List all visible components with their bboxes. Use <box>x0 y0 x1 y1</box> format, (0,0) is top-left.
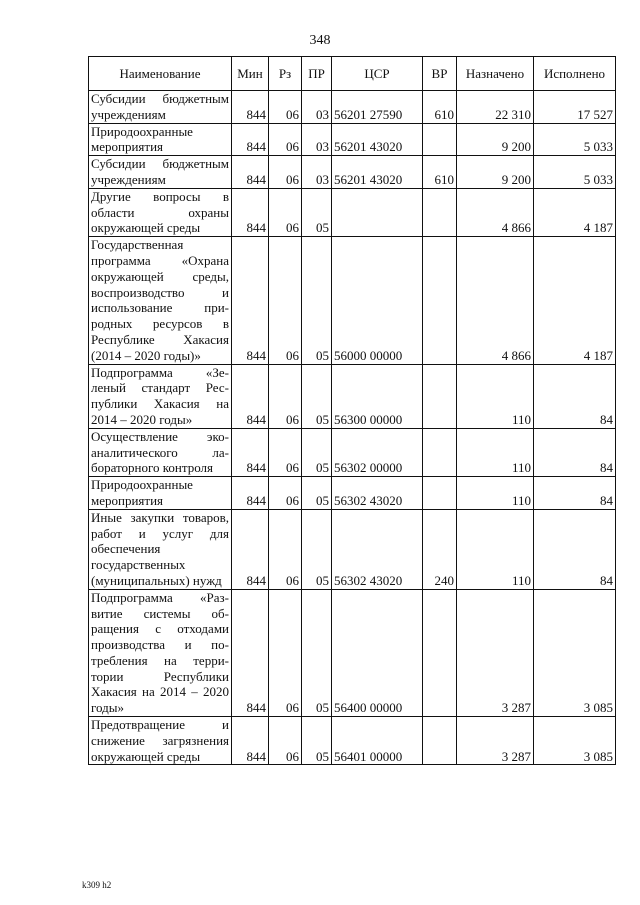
cell-executed: 5 033 <box>534 156 616 189</box>
cell-pr: 05 <box>302 428 332 476</box>
table-row <box>89 717 616 765</box>
cell-pr: 05 <box>302 364 332 428</box>
cell-assigned: 110 <box>457 364 534 428</box>
cell-name: Природоохранные мероприятия <box>89 477 232 510</box>
cell-executed: 17 527 <box>534 91 616 124</box>
cell-rz: 06 <box>269 509 302 589</box>
cell-csr: 56302 00000 <box>332 428 423 476</box>
cell-vr: 240 <box>423 509 457 589</box>
cell-csr <box>332 188 423 236</box>
header-rz: Рз <box>269 57 302 91</box>
cell-csr: 56401 00000 <box>332 717 423 765</box>
cell-csr: 56000 00000 <box>332 237 423 364</box>
cell-executed: 84 <box>534 364 616 428</box>
header-min: Мин <box>232 57 269 91</box>
cell-csr: 56201 27590 <box>332 91 423 124</box>
cell-min: 844 <box>232 589 269 716</box>
table-row <box>89 509 616 589</box>
cell-rz: 06 <box>269 156 302 189</box>
table-row <box>89 477 616 510</box>
cell-rz: 06 <box>269 237 302 364</box>
table-row <box>89 123 616 156</box>
header-executed: Исполнено <box>534 57 616 91</box>
cell-executed: 5 033 <box>534 123 616 156</box>
table-row <box>89 188 616 236</box>
cell-min: 844 <box>232 477 269 510</box>
footer-code: k309 h2 <box>82 880 112 890</box>
cell-executed: 84 <box>534 477 616 510</box>
cell-executed: 4 187 <box>534 188 616 236</box>
cell-pr: 05 <box>302 589 332 716</box>
cell-rz: 06 <box>269 717 302 765</box>
cell-vr <box>423 123 457 156</box>
cell-min: 844 <box>232 123 269 156</box>
page-number: 348 <box>309 33 331 48</box>
cell-assigned: 4 866 <box>457 188 534 236</box>
cell-assigned: 110 <box>457 428 534 476</box>
cell-assigned: 9 200 <box>457 123 534 156</box>
table-row <box>89 91 616 124</box>
cell-assigned: 4 866 <box>457 237 534 364</box>
cell-min: 844 <box>232 188 269 236</box>
cell-pr: 05 <box>302 477 332 510</box>
cell-vr <box>423 364 457 428</box>
header-pr: ПР <box>302 57 332 91</box>
cell-pr: 05 <box>302 188 332 236</box>
cell-rz: 06 <box>269 91 302 124</box>
table-row <box>89 237 616 364</box>
cell-pr: 05 <box>302 237 332 364</box>
cell-min: 844 <box>232 717 269 765</box>
cell-name: Предотвращение и снижение загрязнения окружающей среды <box>89 717 232 765</box>
cell-rz: 06 <box>269 428 302 476</box>
table-row <box>89 428 616 476</box>
cell-vr <box>423 188 457 236</box>
cell-vr <box>423 717 457 765</box>
cell-vr <box>423 477 457 510</box>
cell-name: Подпрограмма «Зеленый стандарт Республики Хакасия на 2014 – 2020 годы» <box>89 364 232 428</box>
table-header-row <box>89 57 616 91</box>
cell-name: Другие вопросы в области охраны окружающей среды <box>89 188 232 236</box>
cell-csr: 56300 00000 <box>332 364 423 428</box>
header-csr: ЦСР <box>332 57 423 91</box>
cell-rz: 06 <box>269 589 302 716</box>
cell-name: Государственная программа «Охрана окружающей среды, воспроизводство и использование природных ресурсов в Республике Хакасия (2014 – 2020 годы)» <box>89 237 232 364</box>
cell-pr: 05 <box>302 717 332 765</box>
cell-executed: 3 085 <box>534 717 616 765</box>
cell-csr: 56201 43020 <box>332 123 423 156</box>
header-vr: ВР <box>423 57 457 91</box>
table-row <box>89 364 616 428</box>
cell-min: 844 <box>232 237 269 364</box>
cell-pr: 05 <box>302 509 332 589</box>
cell-min: 844 <box>232 364 269 428</box>
cell-executed: 3 085 <box>534 589 616 716</box>
cell-name: Природоохранные мероприятия <box>89 123 232 156</box>
cell-pr: 03 <box>302 91 332 124</box>
cell-csr: 56302 43020 <box>332 509 423 589</box>
cell-vr: 610 <box>423 91 457 124</box>
cell-name: Субсидии бюджетным учреждениям <box>89 91 232 124</box>
cell-rz: 06 <box>269 477 302 510</box>
cell-name: Осуществление экоаналитического лабораторного контроля <box>89 428 232 476</box>
cell-csr: 56400 00000 <box>332 589 423 716</box>
cell-vr: 610 <box>423 156 457 189</box>
cell-vr <box>423 589 457 716</box>
header-name: Наименование <box>89 57 232 91</box>
cell-min: 844 <box>232 428 269 476</box>
cell-rz: 06 <box>269 364 302 428</box>
cell-name: Субсидии бюджетным учреждениям <box>89 156 232 189</box>
cell-assigned: 3 287 <box>457 717 534 765</box>
cell-pr: 03 <box>302 156 332 189</box>
cell-assigned: 22 310 <box>457 91 534 124</box>
cell-executed: 84 <box>534 509 616 589</box>
cell-assigned: 110 <box>457 509 534 589</box>
cell-rz: 06 <box>269 188 302 236</box>
cell-vr <box>423 237 457 364</box>
cell-name: Подпрограмма «Развитие системы обращения с отходами производства и потребления на территории Республики Хакасия на 2014 – 2020 годы» <box>89 589 232 716</box>
cell-assigned: 9 200 <box>457 156 534 189</box>
cell-csr: 56201 43020 <box>332 156 423 189</box>
cell-pr: 03 <box>302 123 332 156</box>
cell-min: 844 <box>232 91 269 124</box>
cell-vr <box>423 428 457 476</box>
budget-table <box>88 56 616 765</box>
cell-executed: 84 <box>534 428 616 476</box>
cell-rz: 06 <box>269 123 302 156</box>
table-row <box>89 156 616 189</box>
cell-assigned: 110 <box>457 477 534 510</box>
cell-min: 844 <box>232 156 269 189</box>
table-body <box>89 91 616 765</box>
cell-executed: 4 187 <box>534 237 616 364</box>
cell-csr: 56302 43020 <box>332 477 423 510</box>
cell-min: 844 <box>232 509 269 589</box>
header-assigned: Назначено <box>457 57 534 91</box>
table-row <box>89 589 616 716</box>
cell-name: Иные закупки товаров, работ и услуг для обеспечения государственных (муниципальных) нужд <box>89 509 232 589</box>
cell-assigned: 3 287 <box>457 589 534 716</box>
